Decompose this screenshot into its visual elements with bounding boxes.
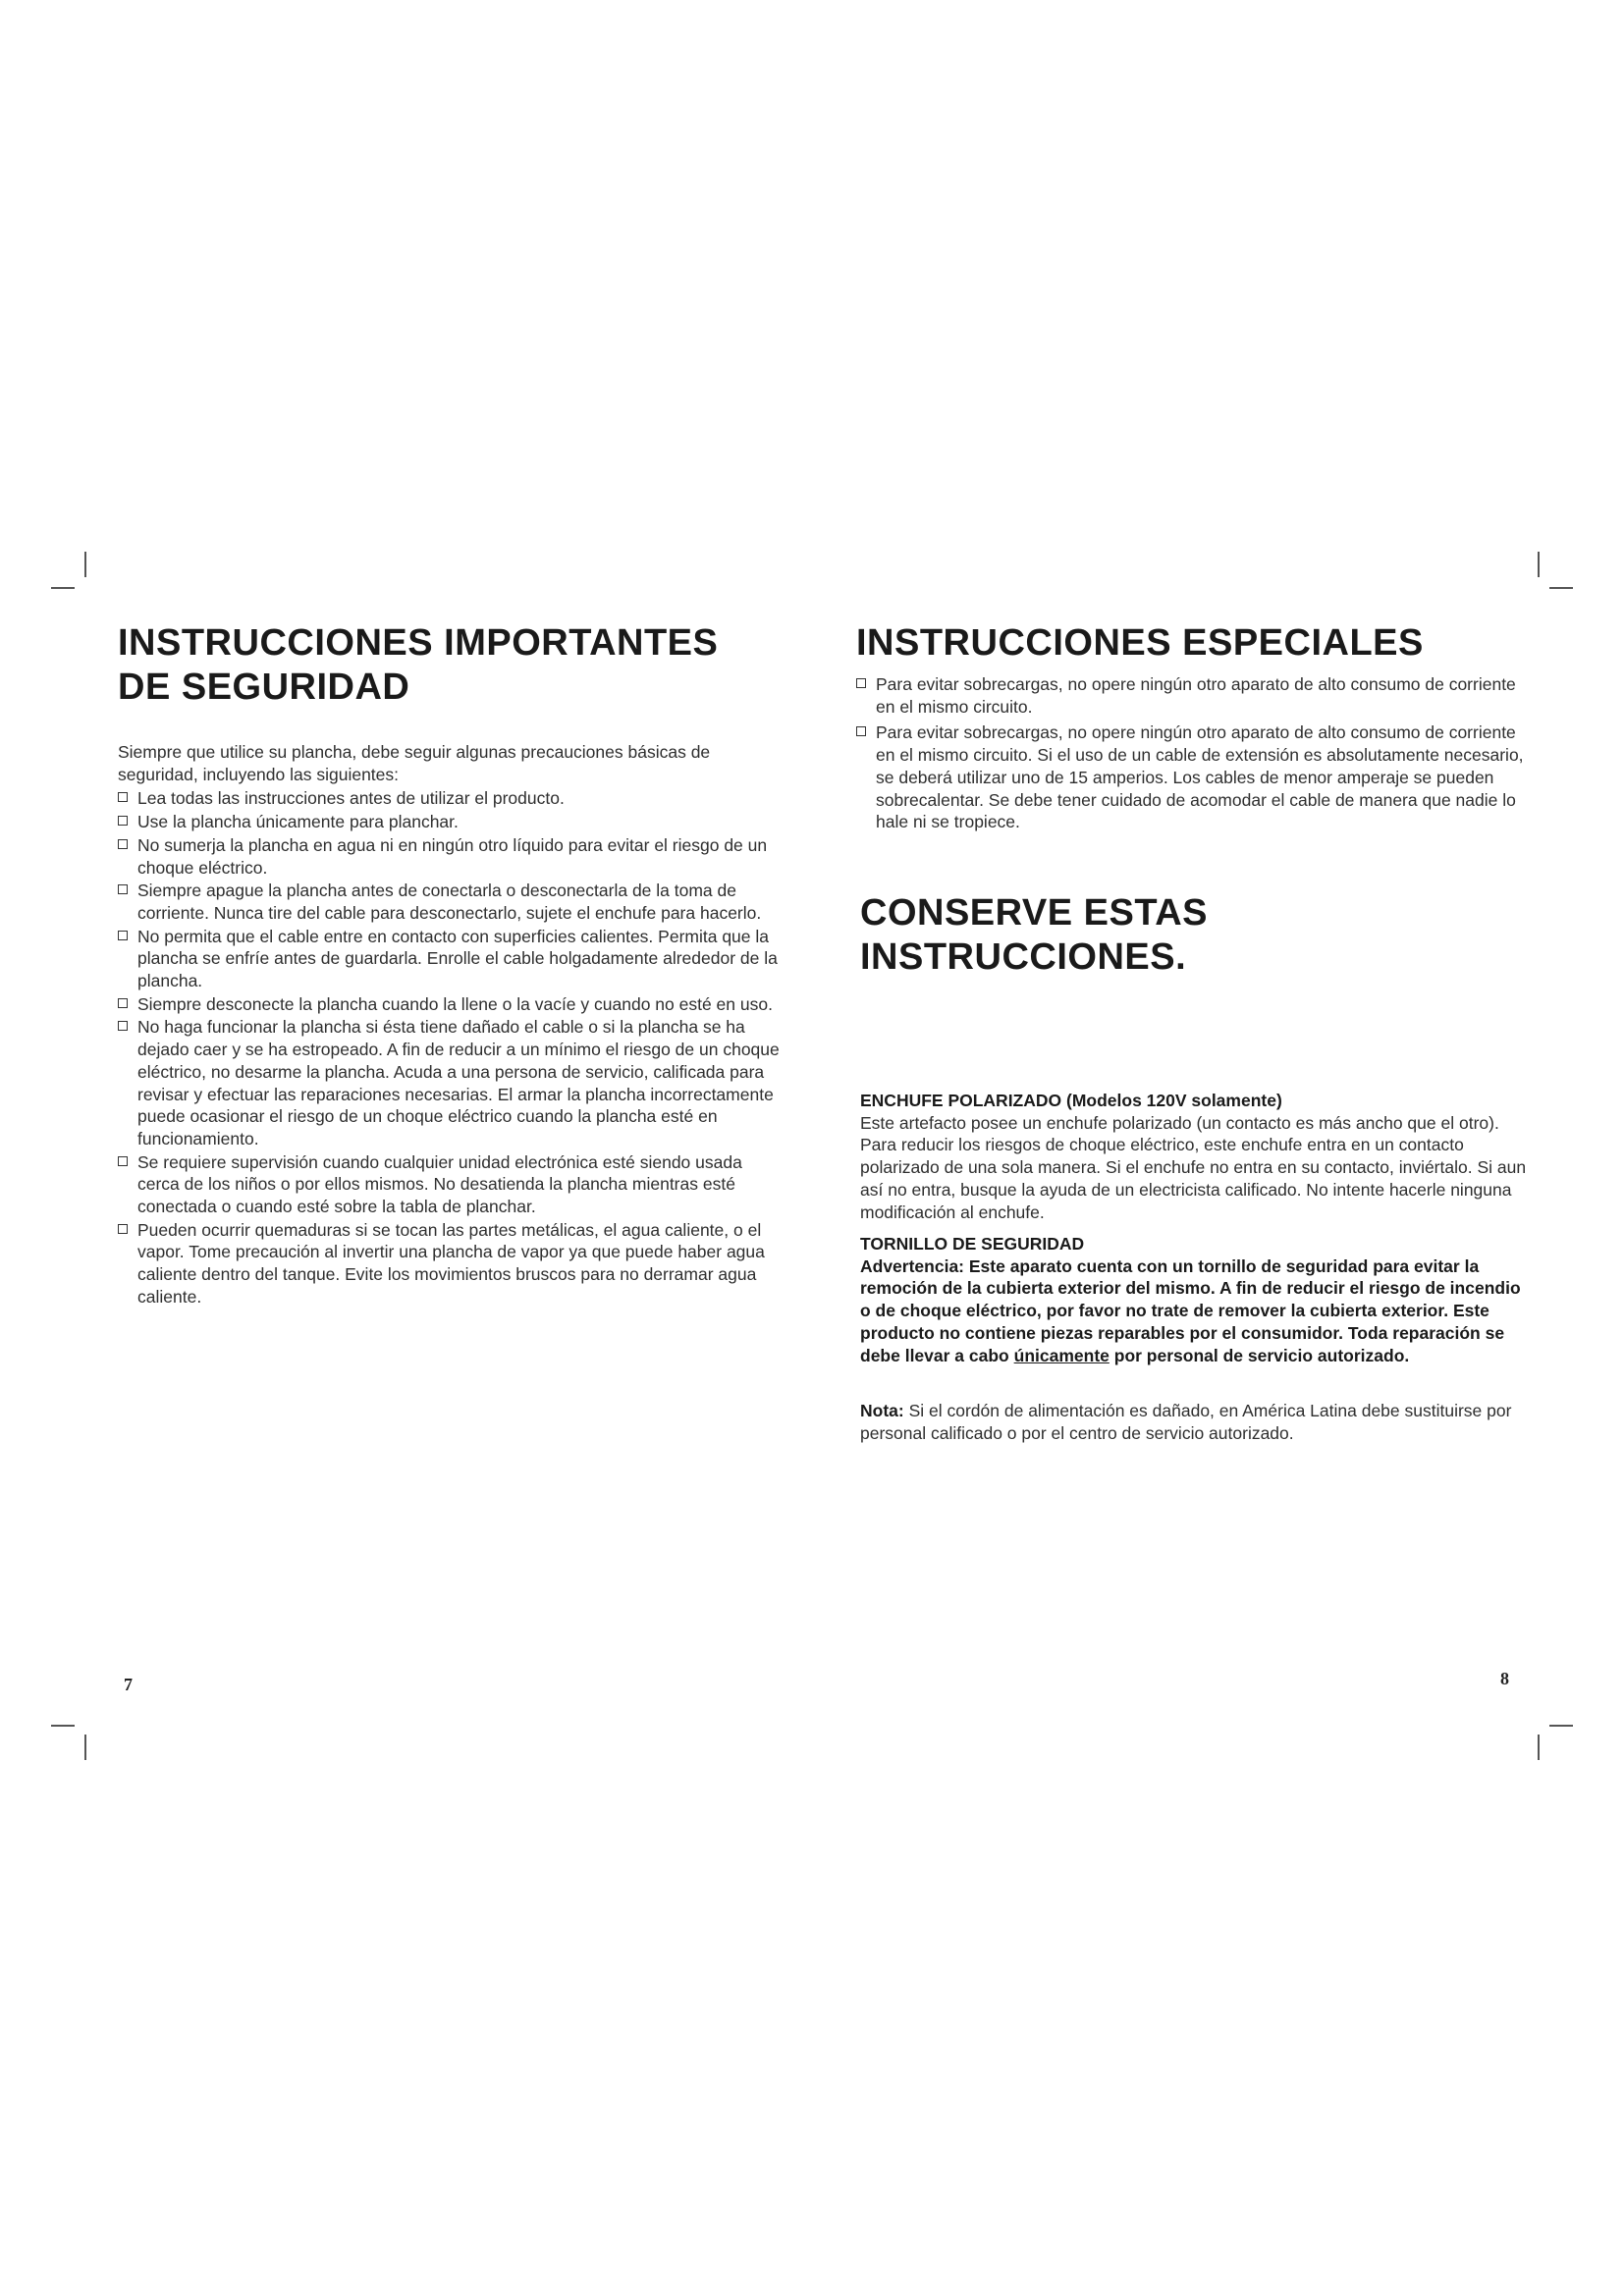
- crop-mark-top-left-h: [51, 587, 75, 589]
- list-item: Se requiere supervisión cuando cualquier unidad electrónica esté siendo usada cerca de los niños o por ellos mismos. No desatienda la plancha mientras esté conectada o cuando esté sobre la tabla de planchar.: [118, 1151, 785, 1218]
- plug-text: Este artefacto posee un enchufe polarizado (un contacto es más ancho que el otro). Para reducir los riesgos de choque eléctrico, este enchufe entra en un contacto polarizado de una sola manera. Si el enchufe no entra en su contacto, inviértalo. Si aun así no entra, busque la ayuda de un electricista calificado. No intente hacerle ninguna modificación al enchufe.: [860, 1112, 1527, 1222]
- plug-heading: ENCHUFE POLARIZADO (Modelos 120V solamente): [860, 1091, 1282, 1110]
- underlined-word: únicamente: [1013, 1345, 1110, 1365]
- note-label: Nota:: [860, 1401, 904, 1420]
- list-item: Lea todas las instrucciones antes de utilizar el producto.: [118, 787, 785, 810]
- note-section: [860, 1400, 1528, 1444]
- checkbox-bullet-icon: [118, 839, 128, 849]
- special-instructions: [856, 673, 1524, 834]
- checkbox-bullet-icon: [118, 792, 128, 802]
- list-item: Para evitar sobrecargas, no opere ningún otro aparato de alto consumo de corriente en el mismo circuito.: [856, 673, 1524, 718]
- checkbox-bullet-icon: [118, 998, 128, 1008]
- list-item: No sumerja la plancha en agua ni en ningún otro líquido para evitar el riesgo de un choque eléctrico.: [118, 834, 785, 879]
- note-text: Nota: Si el cordón de alimentación es dañado, en América Latina debe sustituirse por personal calificado o por el centro de servicio autorizado.: [860, 1401, 1512, 1443]
- plug-section: [860, 1090, 1528, 1223]
- checkbox-bullet-icon: [118, 931, 128, 940]
- checkbox-bullet-icon: [118, 1156, 128, 1166]
- crop-mark-bottom-left-h: [51, 1725, 75, 1727]
- checkbox-bullet-icon: [856, 678, 866, 688]
- list-item: Siempre apague la plancha antes de conectarla o desconectarla de la toma de corriente. Nunca tire del cable para desconectarlo, sujete el enchufe para hacerlo.: [118, 880, 785, 924]
- crop-mark-top-left-v: [84, 552, 86, 577]
- checkbox-bullet-icon: [118, 1224, 128, 1234]
- conserve-line2: INSTRUCCIONES.: [860, 936, 1187, 978]
- safety-intro: Siempre que utilice su plancha, debe seguir algunas precauciones básicas de seguridad, incluyendo las siguientes:: [118, 742, 711, 784]
- left-page-title: [118, 621, 718, 710]
- checkbox-bullet-icon: [118, 884, 128, 894]
- list-item: No haga funcionar la plancha si ésta tiene dañado el cable o si la plancha se ha dejado caer y se ha estropeado. A fin de reducir a un mínimo el riesgo de un choque eléctrico, no desarme la plancha. Acuda a una persona de servicio, calificada para revisar y efectuar las reparaciones necesarias. El armar la plancha incorrectamente puede ocasionar el riesgo de un choque eléctrico cuando la plancha esté en funcionamiento.: [118, 1016, 785, 1149]
- crop-mark-bottom-right-v: [1538, 1735, 1540, 1760]
- checkbox-bullet-icon: [118, 816, 128, 826]
- safety-list: [118, 787, 785, 1308]
- list-item: Use la plancha únicamente para planchar.: [118, 811, 785, 833]
- list-item: Para evitar sobrecargas, no opere ningún otro aparato de alto consumo de corriente en el mismo circuito. Si el uso de un cable de extensión es absolutamente necesario, se deberá utilizar uno de 15 amperios. Los cables de menor amperaje se pueden sobrecalentar. Se debe tener cuidado de acomodar el cable de manera que nadie lo hale ni se tropiece.: [856, 721, 1524, 833]
- left-title-line1: INSTRUCCIONES IMPORTANTES: [118, 622, 719, 664]
- left-title-line2: DE SEGURIDAD: [118, 667, 410, 708]
- screw-section: [860, 1233, 1528, 1366]
- conserve-heading: [860, 891, 1208, 980]
- right-page-title: INSTRUCCIONES ESPECIALES: [856, 622, 1424, 664]
- checkbox-bullet-icon: [856, 726, 866, 736]
- special-list: [856, 673, 1524, 833]
- crop-mark-top-right-h: [1549, 587, 1573, 589]
- crop-mark-top-right-v: [1538, 552, 1540, 577]
- conserve-line1: CONSERVE ESTAS: [860, 892, 1209, 934]
- list-item: Pueden ocurrir quemaduras si se tocan las partes metálicas, el agua caliente, o el vapor. Tome precaución al invertir una plancha de vapor ya que puede haber agua caliente dentro del tanque. Evite los movimientos bruscos para no derramar agua caliente.: [118, 1219, 785, 1308]
- left-page-body: [118, 741, 785, 1309]
- screw-heading: TORNILLO DE SEGURIDAD: [860, 1234, 1085, 1254]
- checkbox-bullet-icon: [118, 1021, 128, 1031]
- crop-mark-bottom-left-v: [84, 1735, 86, 1760]
- crop-mark-bottom-right-h: [1549, 1725, 1573, 1727]
- page-number-left: 7: [124, 1675, 133, 1694]
- page-number-right: 8: [1500, 1669, 1509, 1688]
- list-item: Siempre desconecte la plancha cuando la llene o la vacíe y cuando no esté en uso.: [118, 993, 785, 1016]
- list-item: No permita que el cable entre en contacto con superficies calientes. Permita que la plancha se enfríe antes de guardarla. Enrolle el cable holgadamente alrededor de la plancha.: [118, 926, 785, 992]
- screw-warning: Advertencia: Este aparato cuenta con un tornillo de seguridad para evitar la remoción de la cubierta exterior del mismo. A fin de reducir el riesgo de incendio o de choque eléctrico, por favor no trate de remover la cubierta exterior. Este producto no contiene piezas reparables por el consumidor. Toda reparación se debe llevar a cabo únicamente por personal de servicio autorizado.: [860, 1255, 1521, 1365]
